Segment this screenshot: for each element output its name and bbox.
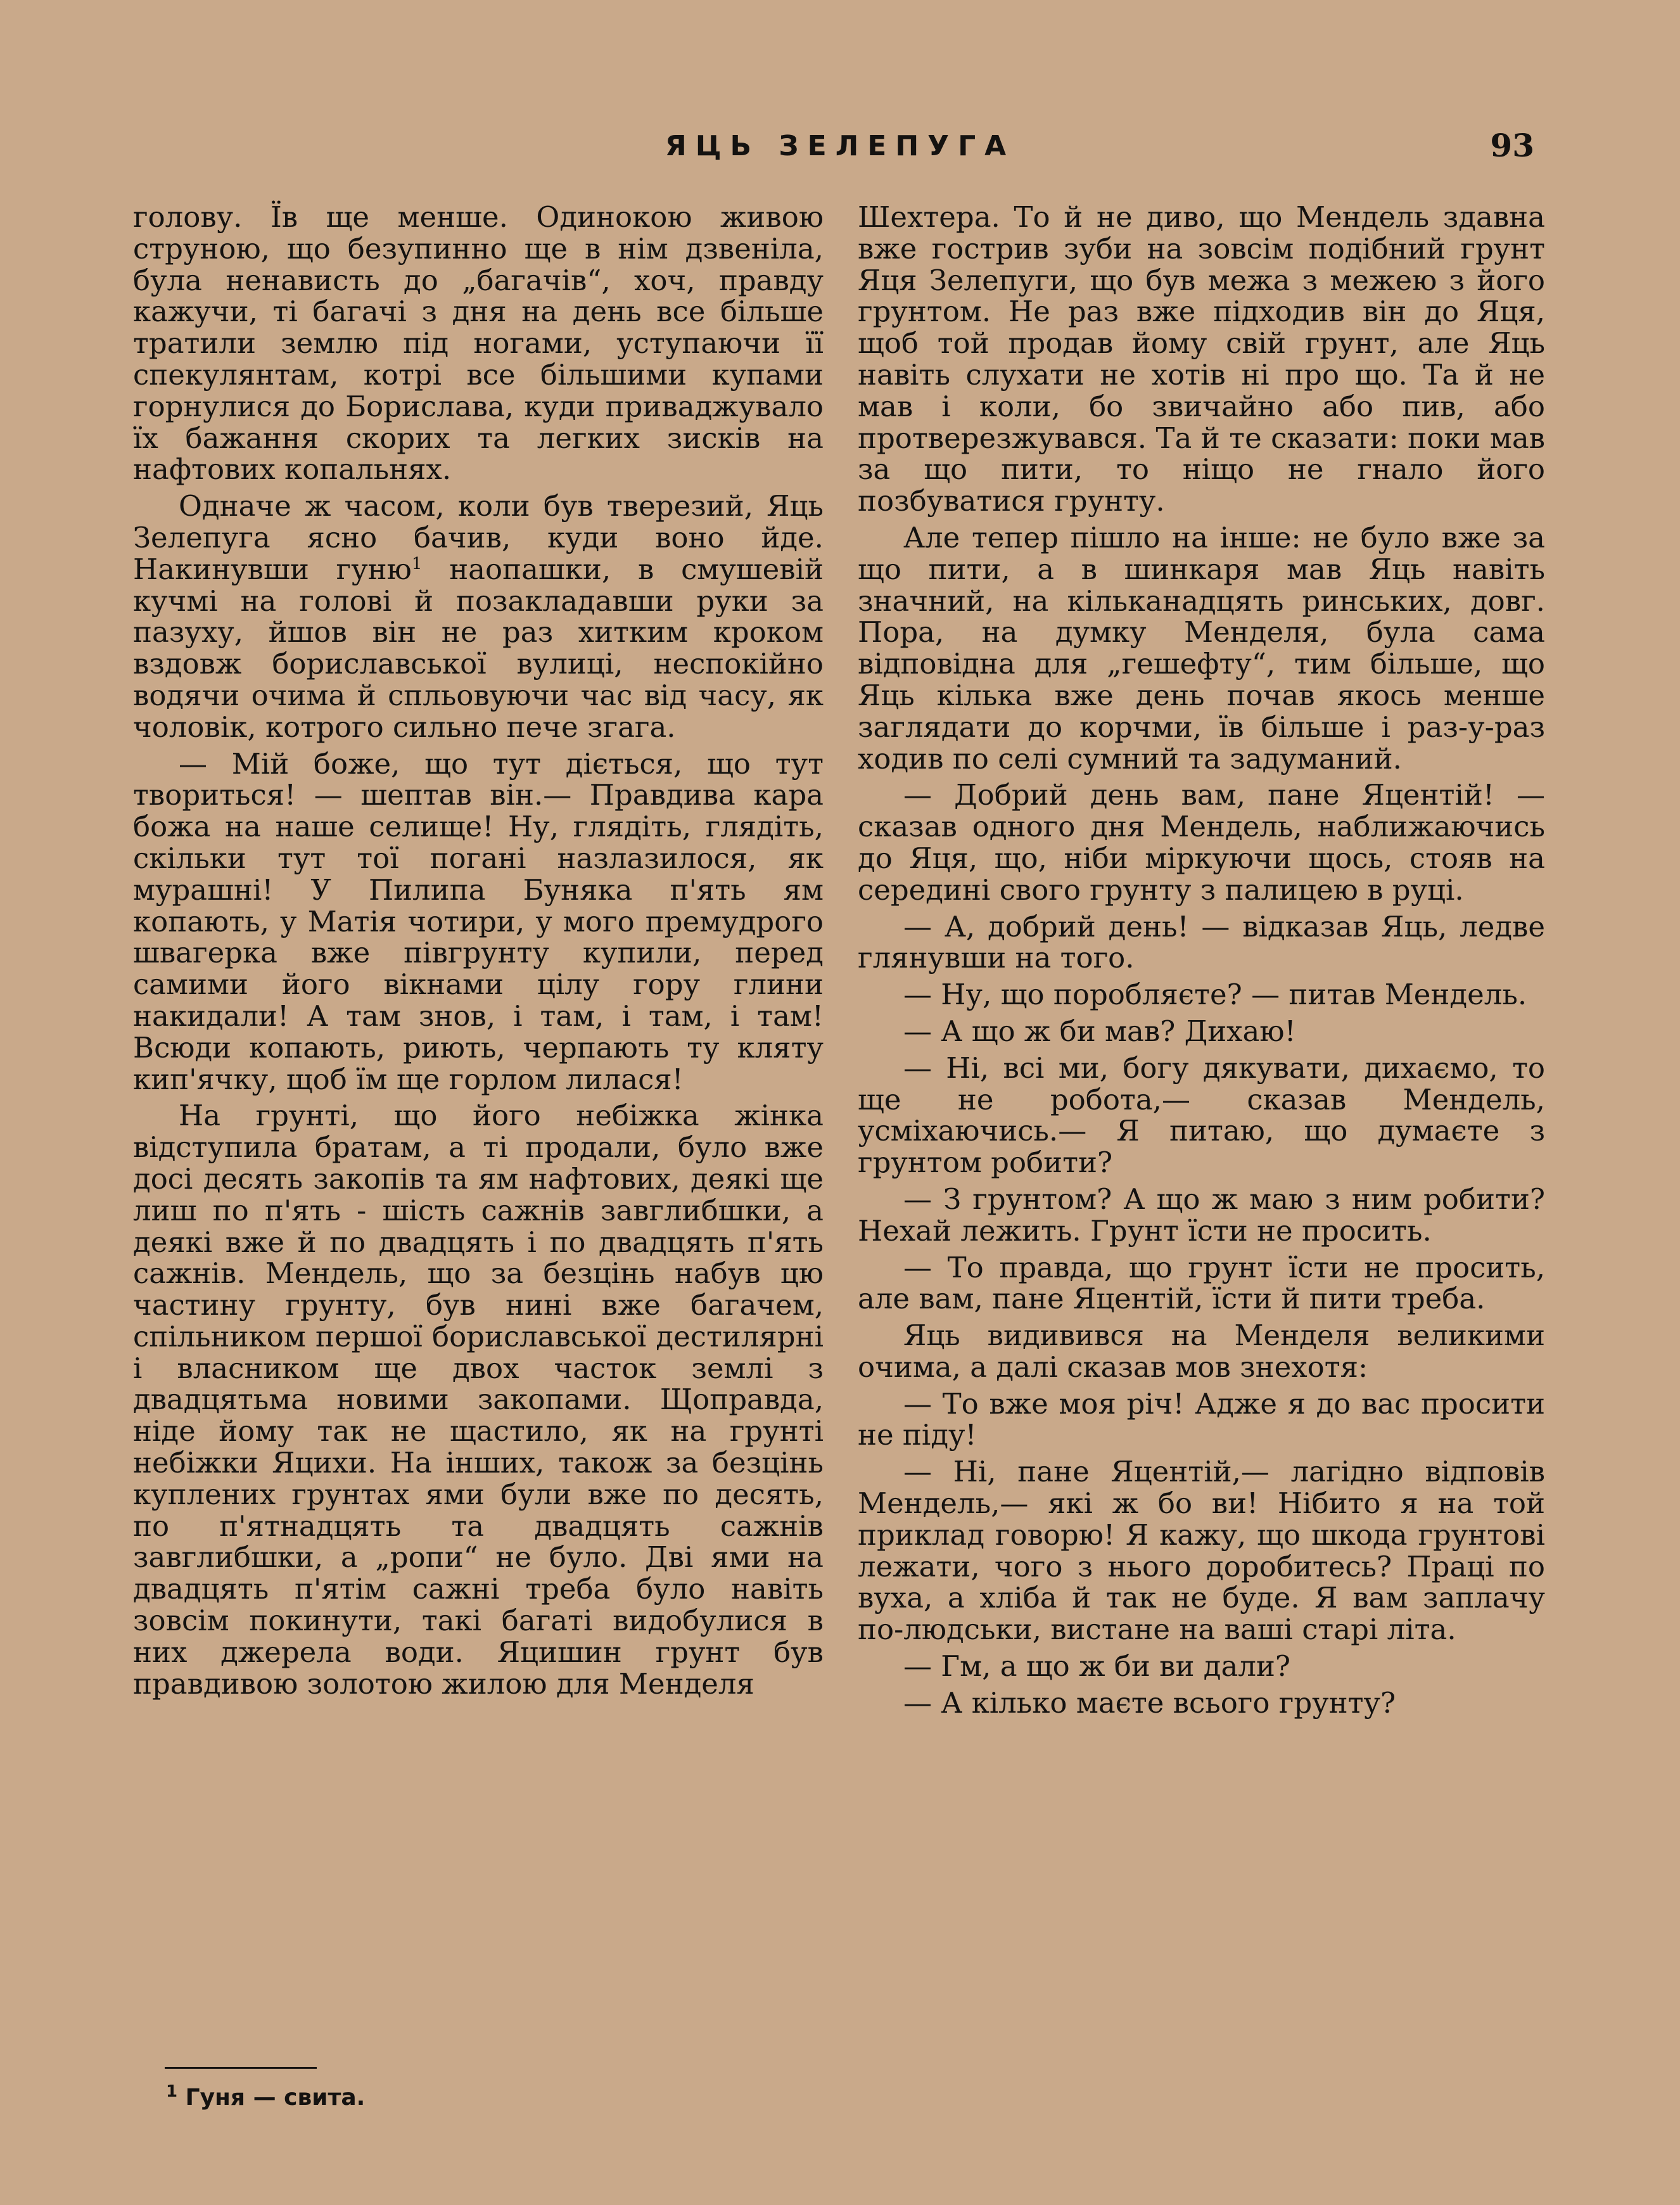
paragraph: — Гм, а що ж би ви дали? — [903, 1649, 1291, 1684]
paragraph: Шехтера. То й не диво, що Мендель здавна вже гострив зуби на зовсім подібний грунт Яця Зелепуги, що був межа з межею з його грунтом. Не раз вже підходив він до Яця, щоб той продав йому свій грунт, але Яць навіть слухати не хотів ні про що. Та й не мав і коли, бо звичайно або пив, або протверезжувався. Та й те сказати: поки мав за що пити, то ніщо не гнало його позбуватися грунту. — [858, 200, 1545, 518]
paragraph: — То правда, що грунт їсти не просить, але вам, пане Яцентій, їсти й пити треба. — [858, 1250, 1545, 1316]
page-number: 93 — [1490, 127, 1534, 164]
paragraph: голову. Їв ще менше. Одинокою живою струною, що безупинно ще в нім дзвеніла, була ненависть до „багачів“, хоч, правду кажучи, ті багачі з дня на день все більше тратили землю під ногами, уступаючи її спекулянтам, котрі все більшими купами горнулися до Борислава, куди приваджувало їх бажання скорих та легких зисків на нафтових копальнях. — [133, 200, 824, 487]
paragraph: Яць видивився на Менделя великими очима, а далі сказав мов знехотя: — [858, 1319, 1545, 1384]
paragraph: — Добрий день вам, пане Яцентій! — сказав одного дня Мендель, наближаючись до Яця, що, ніби міркуючи щось, стояв на середині свого грунту з палицею в руці. — [858, 778, 1545, 907]
paragraph — [133, 490, 824, 743]
paragraph: — А, добрий день! — відказав Яць, ледве глянувши на того. — [858, 909, 1545, 975]
left-column — [133, 201, 824, 1704]
running-head: ЯЦЬ ЗЕЛЕПУГА — [665, 130, 1015, 162]
right-column — [858, 201, 1545, 1724]
paragraph-text: наопашки, в смушевій кучмі на голові й позакладавши руки за пазуху, йшов він не раз хитким кроком вздовж бориславської вулиці, неспокійно водячи очима й спльовуючи час від часу, як чоловік, котрого сильно пече згага. — [133, 552, 824, 744]
paragraph-text: Одначе ж часом, коли був тверезий, Яць Зелепуга ясно бачив, куди воно йде. Накинувши гуню — [133, 489, 824, 586]
paragraph: — А кілько маєте всього грунту? — [903, 1685, 1396, 1720]
paragraph: — Ну, що поробляєте? — питав Мендель. — [903, 978, 1527, 1012]
paragraph: — Мій боже, що тут діється, що тут твориться! — шептав він.— Правдива кара божа на наше селище! Ну, глядіть, глядіть, скільки тут тої погані назлазилося, як мурашні! У Пилипа Буняка п'ять ям копають, у Матія чотири, у мого премудрого швагерка вже півгрунту купили, перед самими його вікнами цілу гору глини накидали! А там знов, і там, і там, і там! Всюди копають, риють, черпають ту кляту кип'ячку, щоб їм ще горлом лилася! — [133, 746, 824, 1096]
footnote-ref: 1 — [411, 554, 423, 573]
paragraph: — То вже моя річ! Адже я до вас просити не піду! — [858, 1386, 1545, 1452]
paragraph: — Ні, всі ми, богу дякувати, дихаємо, то ще не робота,— сказав Мендель, усміхаючись.— Я питаю, що думаєте з грунтом робити? — [858, 1051, 1545, 1180]
paragraph: На грунті, що його небіжка жінка відступила братам, а ті продали, було вже досі десять закопів та ям нафтових, деякі ще лиш по п'ять - шість сажнів завглибшки, а деякі вже й по двадцять і по двадцять п'ять сажнів. Мендель, що за безцінь набув цю частину грунту, був нині вже багачем, спільником першої бориславської дестилярні і власником ще двох часток землі з двадцятьма новими закопами. Щоправда, ніде йому так не щастило, як на грунті небіжки Яцихи. На інших, також за безцінь куплених грунтах ями були вже по десять, по п'ятнадцять та двадцять сажнів завглибшки, а „ропи“ не було. Дві ями на двадцять п'ятім сажні треба було навіть зовсім покинути, такі багаті видобулися в них джерела води. Яцишин грунт був правдивою золотою жилою для Менделя — [133, 1099, 824, 1701]
paragraph: — З грунтом? А що ж маю з ним робити? Нехай лежить. Грунт їсти не просить. — [858, 1182, 1545, 1248]
paragraph: — А що ж би мав? Дихаю! — [903, 1014, 1296, 1048]
paragraph: — Ні, пане Яцентій,— лагідно відповів Мендель,— які ж бо ви! Нібито я на той приклад говорю! Я кажу, що шкода грунтові лежати, чого з нього доробитесь? Праці по вуха, а хліба й так не буде. Я вам заплачу по-людськи, вистане на ваші старі літа. — [858, 1455, 1545, 1647]
footnote-text: Гуня — свита. — [185, 2085, 366, 2111]
paragraph: Але тепер пішло на інше: не було вже за що пити, а в шинкаря мав Яць навіть значний, на кільканадцять ринських, довг. Пора, на думку Менделя, була сама відповідна для „гешефту“, тим більше, що Яць кілька вже день почав якось менше заглядати до корчми, їв більше і раз-у-раз ходив по селі сумний та задуманий. — [858, 520, 1545, 776]
footnote-marker: 1 — [166, 2082, 178, 2101]
footnote-rule — [165, 2067, 317, 2069]
footnote — [166, 2082, 366, 2111]
